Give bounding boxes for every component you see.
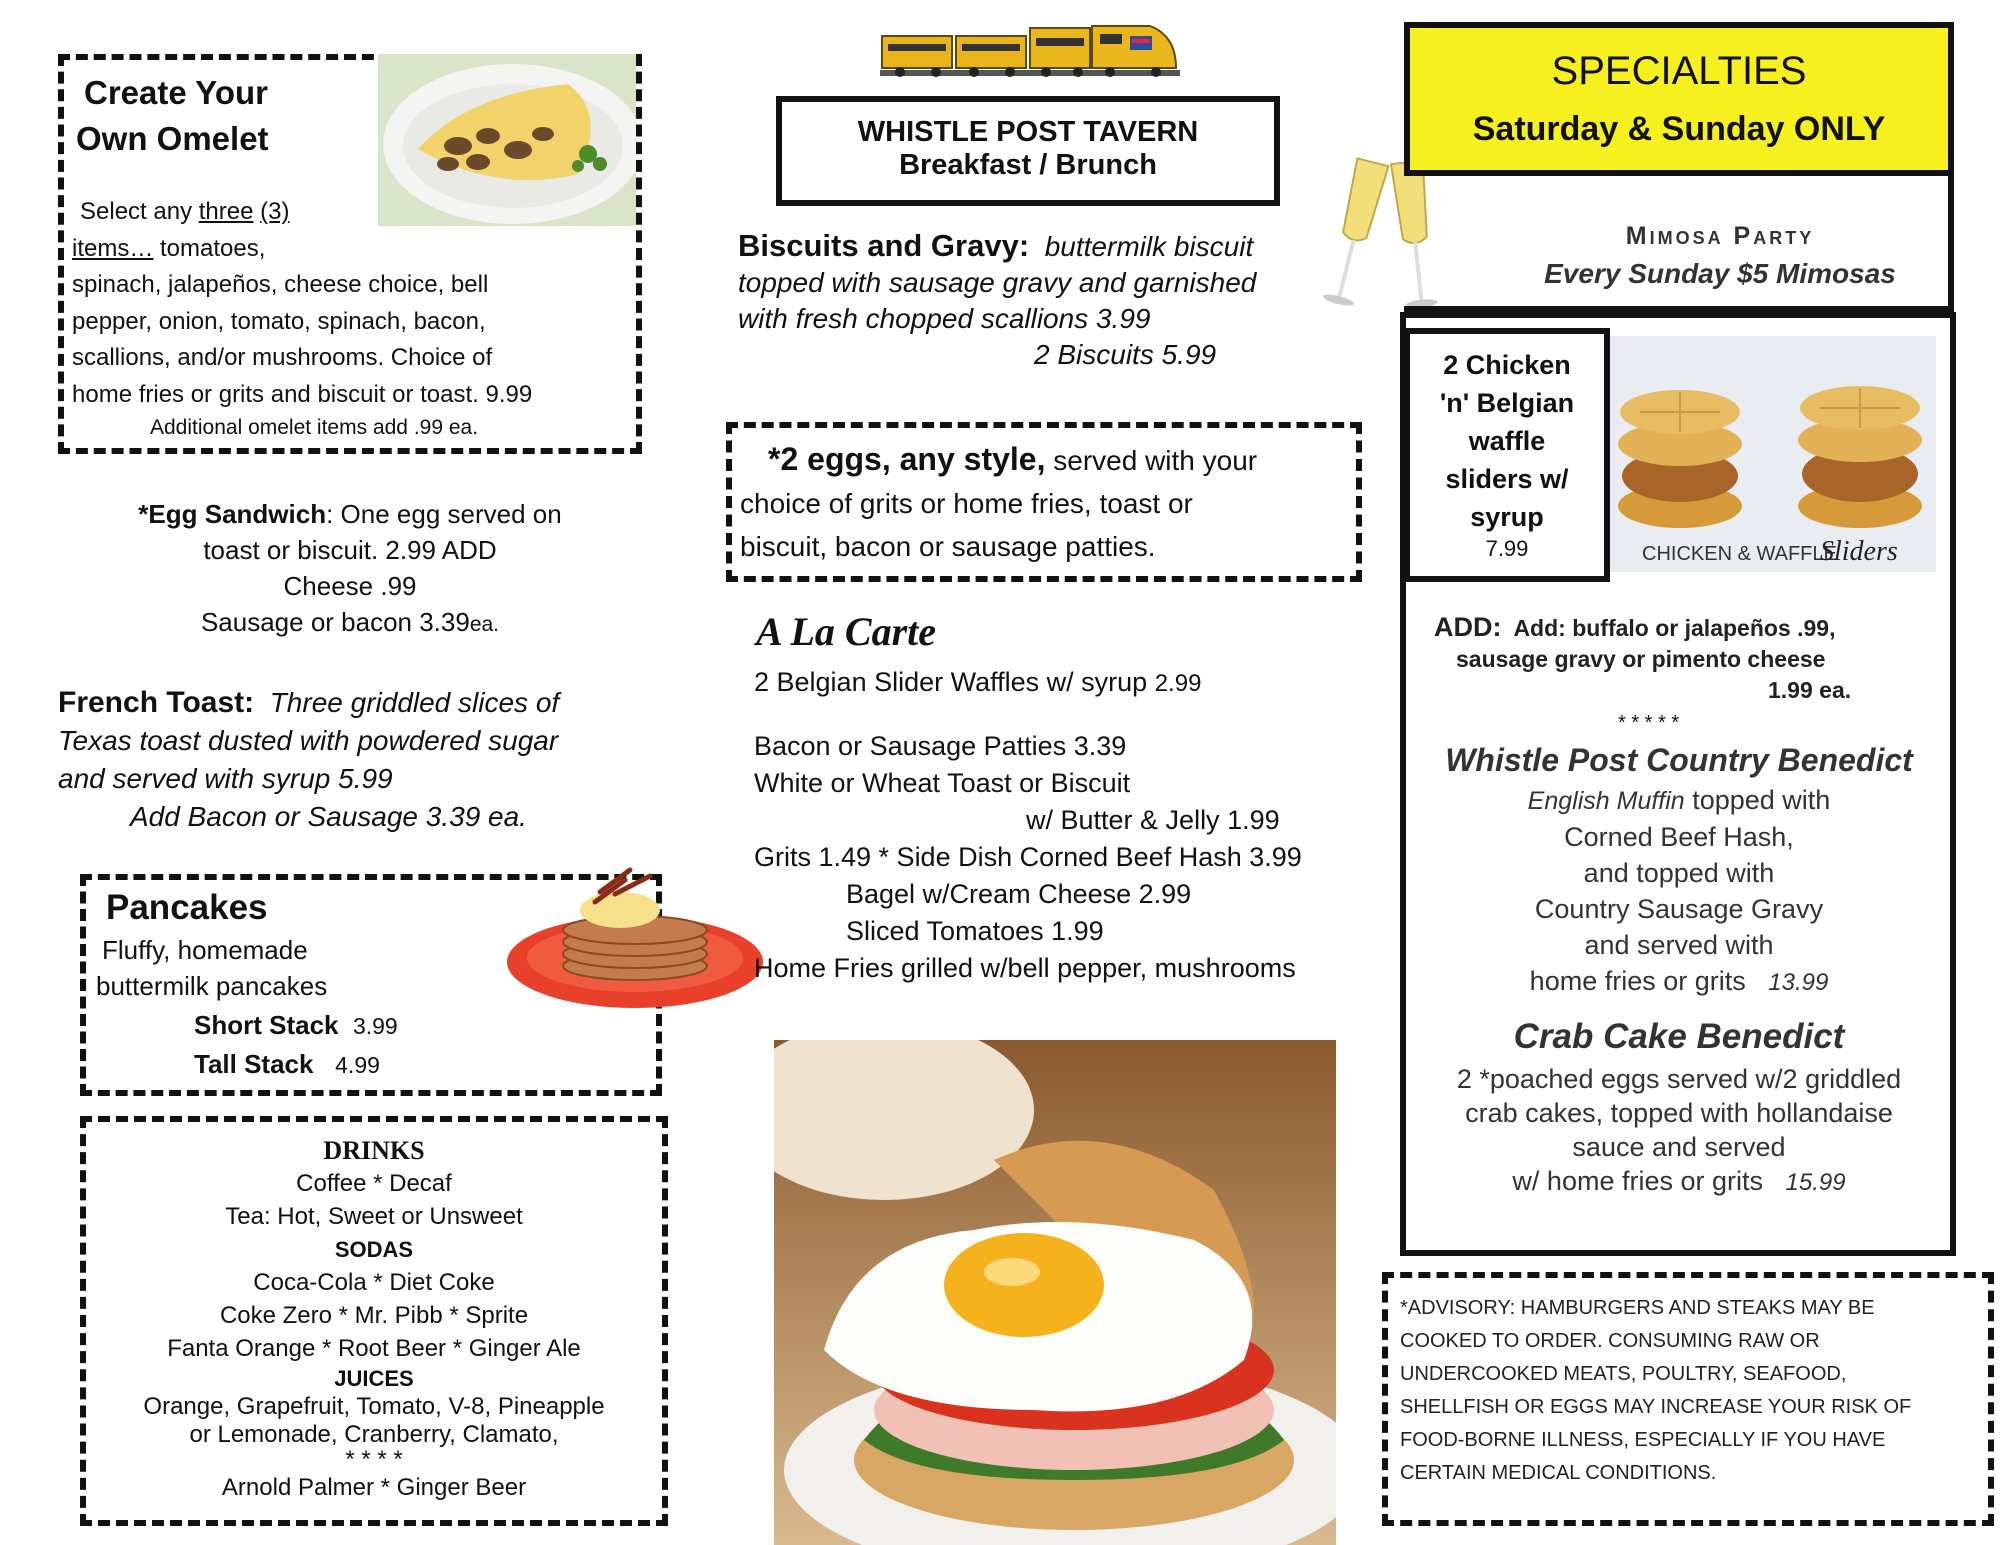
french-toast-line3: and served with syrup 5.99	[58, 763, 393, 794]
country-benedict	[1404, 738, 1954, 1001]
biscuits-line4: 2 Biscuits 5.99	[1034, 339, 1217, 370]
pancakes-title: Pancakes	[106, 888, 268, 927]
short-stack-label: Short Stack	[194, 1010, 339, 1040]
sliders-photo-caption-b: Sliders	[1820, 536, 1898, 567]
crab-benedict	[1404, 1012, 1954, 1200]
specialties-title: SPECIALTIES	[1551, 49, 1807, 93]
a-la-carte-l8: Home Fries grilled w/bell pepper, mushrooms	[754, 953, 1296, 983]
country-benedict-l5: and served with	[1584, 930, 1774, 960]
a-la-carte-title: A La Carte	[756, 609, 937, 654]
advisory-line: SHELLFISH OR EGGS MAY INCREASE YOUR RISK OF	[1400, 1396, 1912, 1418]
advisory-line: COOKED TO ORDER. CONSUMING RAW OR	[1400, 1330, 1820, 1352]
a-la-carte-l6: Bagel w/Cream Cheese 2.99	[846, 879, 1192, 909]
omelet-select-num: (3)	[260, 198, 290, 225]
omelet-select-three: three	[198, 198, 254, 225]
pancakes-line1: Fluffy, homemade	[102, 935, 308, 965]
a-la-carte-l1-price: 2.99	[1154, 670, 1202, 697]
sliders-l5: syrup	[1470, 502, 1544, 532]
drink-line: Fanta Orange * Root Beer * Ginger Ale	[167, 1335, 581, 1362]
mimosa-party	[1510, 218, 1930, 294]
egg-sandwich-title: *Egg Sandwich	[138, 499, 327, 529]
train-illustration	[880, 12, 1180, 92]
header-box	[776, 96, 1280, 206]
french-toast-line4: Add Bacon or Sausage 3.39 ea.	[130, 801, 527, 832]
sliders-box	[1404, 328, 1610, 582]
omelet-title-line1: Create Your	[84, 74, 269, 111]
a-la-carte-list	[754, 664, 1302, 987]
mimosa-title: Mimosa Party	[1625, 222, 1815, 250]
sliders-l2: 'n' Belgian	[1439, 388, 1575, 418]
french-toast	[58, 684, 559, 836]
a-la-carte-l7: Sliced Tomatoes 1.99	[846, 916, 1104, 946]
drinks-title: DRINKS	[323, 1136, 425, 1165]
french-toast-line1: Three griddled slices of	[269, 687, 560, 718]
a-la-carte-l1: 2 Belgian Slider Waffles w/ syrup	[754, 667, 1148, 697]
sliders-l4: sliders w/	[1445, 464, 1569, 494]
specialties-subtitle: Saturday & Sunday ONLY	[1472, 110, 1886, 148]
omelet-line2: spinach, jalapeños, cheese choice, bell	[72, 271, 489, 298]
omelet-line4: scallions, and/or mushrooms. Choice of	[72, 344, 493, 371]
country-benedict-l4: Country Sausage Gravy	[1534, 894, 1824, 924]
omelet-select-prefix: Select any	[80, 198, 193, 225]
omelet-line5: home fries or grits and biscuit or toast. 9.99	[72, 380, 533, 408]
egg-sandwich-line4: Sausage or bacon 3.39	[200, 607, 470, 637]
biscuits-line2: topped with sausage gravy and garnished	[738, 267, 1257, 298]
advisory-line: FOOD-BORNE ILLNESS, ESPECIALLY IF YOU HAVE	[1400, 1429, 1886, 1451]
two-eggs-line3: biscuit, bacon or sausage patties.	[740, 531, 1156, 562]
tall-stack-label: Tall Stack	[194, 1049, 314, 1079]
advisory-line: UNDERCOOKED MEATS, POULTRY, SEAFOOD,	[1400, 1363, 1847, 1385]
add-line3: 1.99 ea.	[1768, 677, 1852, 703]
a-la-carte-l2: Bacon or Sausage Patties 3.39	[754, 731, 1127, 761]
french-toast-title: French Toast:	[58, 686, 255, 719]
omelet-select-items: items…	[72, 234, 154, 262]
omelet-additional: Additional omelet items add .99 ea.	[150, 416, 479, 439]
country-benedict-l3: and topped with	[1583, 858, 1775, 888]
page-subtitle: Breakfast / Brunch	[899, 149, 1157, 181]
two-eggs-title: *2 eggs, any style,	[768, 441, 1046, 477]
drinks-juices-heading: JUICES	[334, 1366, 414, 1391]
sliders-price: 7.99	[1485, 536, 1529, 561]
drink-line: Tea: Hot, Sweet or Unsweet	[225, 1203, 523, 1230]
drinks-separator: * * * *	[345, 1446, 403, 1473]
crab-benedict-l1: 2 *poached eggs served w/2 griddled	[1456, 1064, 1902, 1094]
drink-line: Coca-Cola * Diet Coke	[253, 1269, 495, 1296]
specialties-banner	[1404, 22, 1954, 176]
crab-benedict-l4: w/ home fries or grits	[1512, 1166, 1763, 1196]
advisory-line: *ADVISORY: HAMBURGERS AND STEAKS MAY BE	[1400, 1297, 1875, 1319]
omelet-line3: pepper, onion, tomato, spinach, bacon,	[72, 307, 486, 335]
sliders-l1: 2 Chicken	[1443, 350, 1571, 380]
drink-line: or Lemonade, Cranberry, Clamato,	[189, 1421, 559, 1448]
country-benedict-l6: home fries or grits	[1529, 966, 1746, 996]
a-la-carte-l4: w/ Butter & Jelly 1.99	[1026, 805, 1280, 835]
sliders-photo-caption-a: CHICKEN & WAFFLE	[1642, 543, 1837, 565]
add-line2: sausage gravy or pimento cheese	[1456, 646, 1826, 672]
page-title: WHISTLE POST TAVERN	[857, 116, 1199, 148]
omelet-description	[72, 194, 532, 413]
a-la-carte-l3: White or Wheat Toast or Biscuit	[754, 768, 1131, 798]
egg-sandwich-line2: toast or biscuit. 2.99 ADD	[203, 535, 497, 565]
biscuits-line1: buttermilk biscuit	[1044, 231, 1254, 262]
pancakes-prices	[194, 1006, 398, 1084]
add-stars: * * * * *	[1618, 712, 1680, 734]
egg-sandwich-line3: Cheese .99	[283, 571, 417, 601]
biscuits-gravy	[738, 228, 1256, 373]
drink-line: Coffee * Decaf	[296, 1170, 452, 1197]
add-line1: Add: buffalo or jalapeños .99,	[1513, 615, 1836, 641]
drink-line: Arnold Palmer * Ginger Beer	[221, 1474, 527, 1501]
country-benedict-price: 13.99	[1768, 969, 1829, 996]
country-benedict-l1: topped with	[1692, 785, 1831, 815]
advisory-line: CERTAIN MEDICAL CONDITIONS.	[1400, 1462, 1717, 1484]
pancakes-description	[96, 932, 327, 1004]
omelet-line1-rest: tomatoes,	[160, 234, 266, 262]
a-la-carte-l5: Grits 1.49 * Side Dish Corned Beef Hash 3.99	[754, 842, 1302, 872]
egg-sandwich-ea: ea.	[469, 613, 500, 636]
tall-stack-price: 4.99	[335, 1052, 380, 1078]
crab-benedict-price: 15.99	[1785, 1169, 1846, 1196]
sliders-l3: waffle	[1468, 426, 1546, 456]
drinks-sodas-heading: SODAS	[334, 1237, 414, 1262]
sliders-photo	[1610, 336, 1936, 572]
country-benedict-title: Whistle Post Country Benedict	[1445, 742, 1913, 778]
crab-benedict-title: Crab Cake Benedict	[1513, 1017, 1845, 1056]
two-eggs-line2: choice of grits or home fries, toast or	[740, 488, 1193, 519]
egg-sandwich-line1: : One egg served on	[326, 499, 562, 529]
add-label: ADD:	[1434, 612, 1502, 642]
short-stack-price: 3.99	[352, 1013, 398, 1039]
biscuits-title: Biscuits and Gravy:	[738, 228, 1030, 263]
mimosa-subtitle: Every Sunday $5 Mimosas	[1544, 258, 1896, 289]
omelet-title	[76, 70, 269, 162]
drinks-list	[86, 1134, 662, 1504]
omelet-title-line2: Own Omelet	[76, 120, 269, 157]
drink-line: Orange, Grapefruit, Tomato, V-8, Pineapple	[143, 1393, 605, 1420]
biscuits-line3: with fresh chopped scallions 3.99	[738, 303, 1151, 334]
egg-muffin-photo	[774, 1040, 1336, 1545]
country-benedict-l2: Corned Beef Hash,	[1564, 822, 1794, 852]
two-eggs-line1: served with your	[1053, 445, 1258, 476]
french-toast-line2: Texas toast dusted with powdered sugar	[58, 725, 559, 756]
egg-sandwich	[60, 496, 640, 643]
drink-line: Coke Zero * Mr. Pibb * Sprite	[219, 1302, 529, 1329]
pancakes-line2: buttermilk pancakes	[96, 971, 328, 1001]
two-eggs-description	[740, 438, 1257, 568]
crab-benedict-l3: sauce and served	[1572, 1132, 1786, 1162]
crab-benedict-l2: crab cakes, topped with hollandaise	[1465, 1098, 1893, 1128]
add-ons	[1434, 612, 1924, 706]
advisory-text	[1400, 1292, 1911, 1490]
country-benedict-muffin: English Muffin	[1527, 787, 1685, 815]
pancakes-photo	[500, 862, 768, 1014]
